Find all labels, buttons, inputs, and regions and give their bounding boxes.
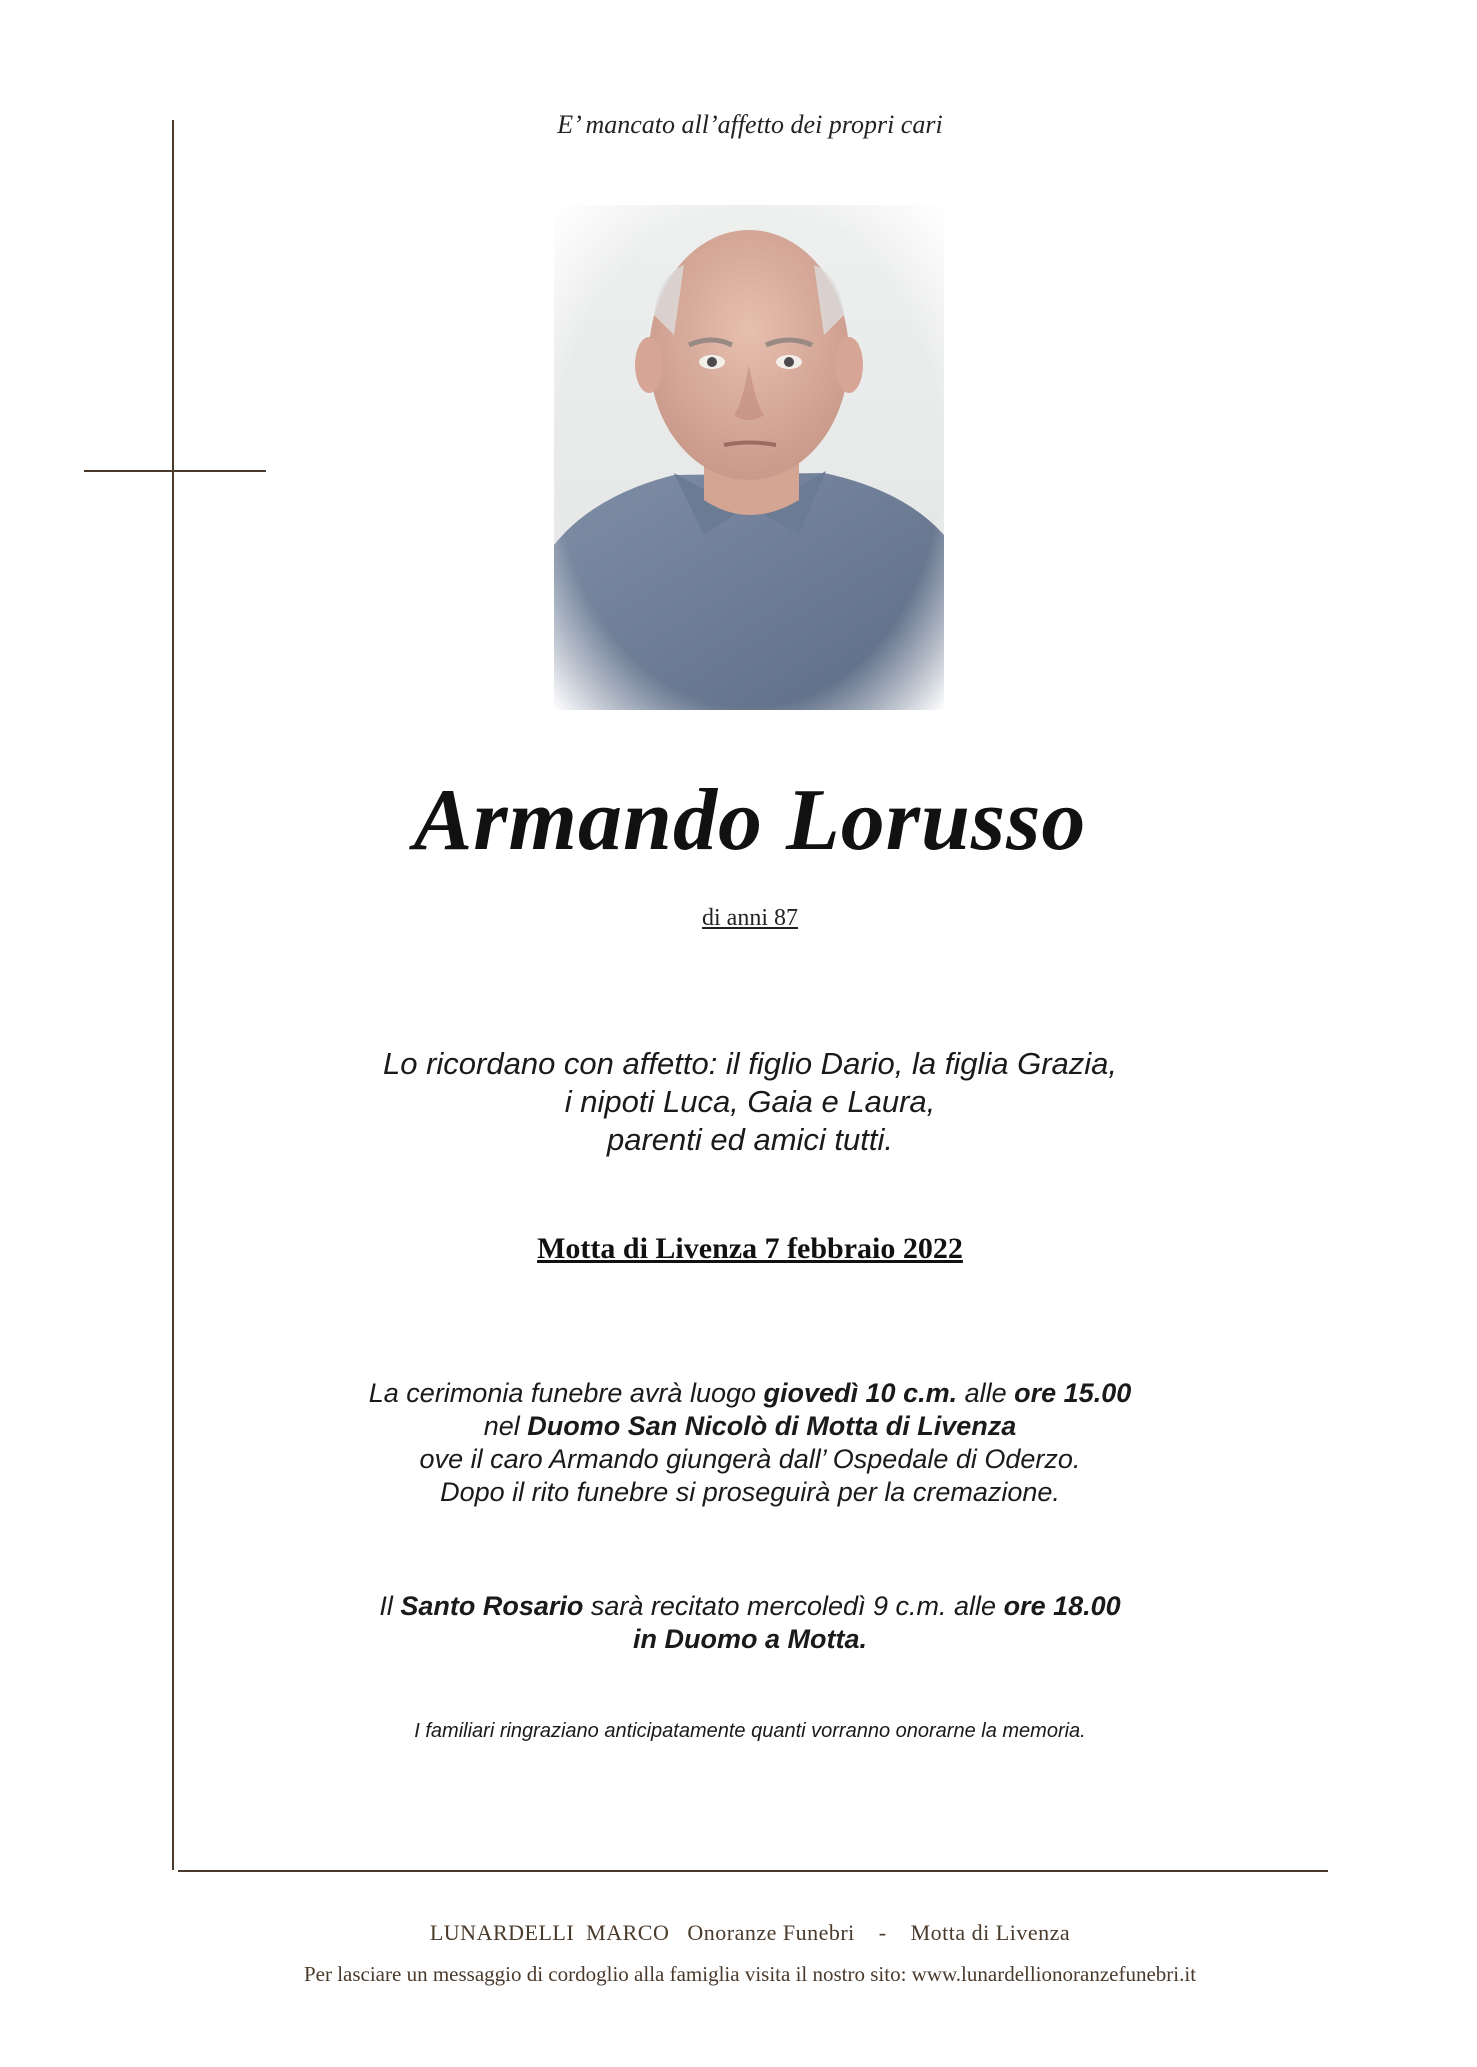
rosary-line-1-part-a: Il <box>379 1591 401 1621</box>
ceremony-line-2-part-a: nel <box>483 1411 528 1441</box>
rosary-time: ore 18.00 <box>1003 1591 1121 1621</box>
portrait-illustration <box>554 205 944 710</box>
rosary-title: Santo Rosario <box>400 1591 584 1621</box>
ceremony-time: ore 15.00 <box>1014 1378 1132 1408</box>
ceremony-church: Duomo San Nicolò di Motta di Livenza <box>527 1411 1017 1441</box>
ceremony-line-2 <box>180 1410 1320 1443</box>
ceremony-line-4: Dopo il rito funebre si proseguirà per la cremazione. <box>440 1477 1060 1507</box>
age-text: di anni 87 <box>702 905 798 931</box>
portrait-photo <box>554 205 944 710</box>
bottom-divider <box>178 1870 1328 1872</box>
cross-horizontal-line <box>84 470 266 472</box>
rosary-line-1-part-c: sarà recitato mercoledì 9 c.m. alle <box>583 1591 1004 1621</box>
remembrance-line-3: parenti ed amici tutti. <box>606 1122 894 1157</box>
deceased-name: Armando Lorusso <box>413 772 1087 869</box>
rosary-text <box>180 1590 1320 1656</box>
place-date: Motta di Livenza 7 febbraio 2022 <box>537 1232 963 1265</box>
thanks-text: I familiari ringraziano anticipatamente quanti vorranno onorarne la memoria. <box>414 1720 1086 1742</box>
ceremony-text <box>180 1377 1320 1509</box>
cross-vertical-line <box>172 120 174 1870</box>
rosary-location: in Duomo a Motta. <box>633 1624 867 1654</box>
remembrance-line-1: Lo ricordano con affetto: il figlio Dario, la figlia Grazia, <box>382 1046 1118 1081</box>
intro-text: E’ mancato all’affetto dei propri cari <box>557 110 943 139</box>
ceremony-line-1-part-c: alle <box>957 1378 1015 1408</box>
funeral-home-info: LUNARDELLI MARCO Onoranze Funebri - Motta di Livenza <box>429 1920 1071 1945</box>
ceremony-day: giovedì 10 c.m. <box>763 1378 958 1408</box>
ceremony-line-1-part-a: La cerimonia funebre avrà luogo <box>368 1378 764 1408</box>
condolence-website-note: Per lasciare un messaggio di cordoglio alla famiglia visita il nostro sito: www.lunardellionoranzefunebri.it <box>303 1962 1197 1986</box>
remembrance-line-2: i nipoti Luca, Gaia e Laura, <box>564 1084 936 1119</box>
rosary-line-1 <box>180 1590 1320 1623</box>
ceremony-line-3: ove il caro Armando giungerà dall’ Ospedale di Oderzo. <box>419 1444 1081 1474</box>
rosary-line-2 <box>180 1623 1320 1656</box>
remembrance-text <box>180 1045 1320 1159</box>
ceremony-line-1 <box>180 1377 1320 1410</box>
